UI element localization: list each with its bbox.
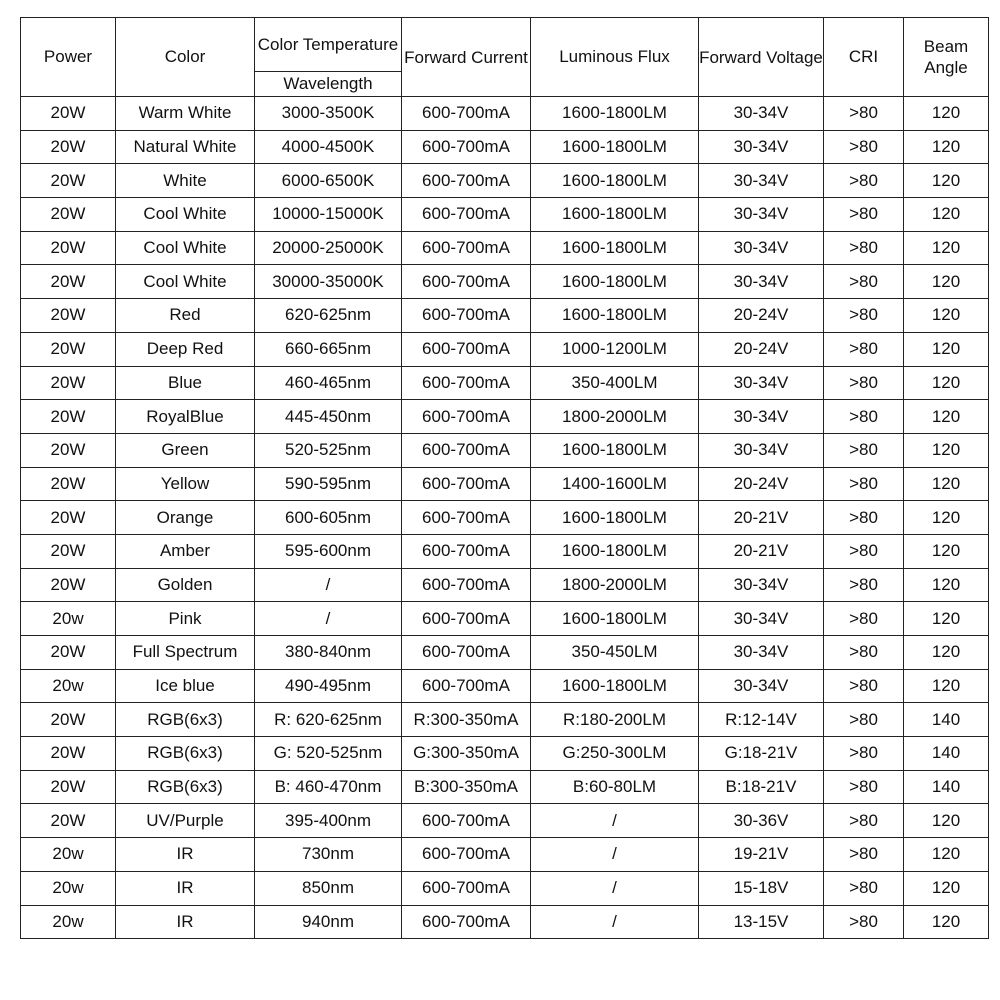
cell-cri: >80 [824,568,904,602]
cell-power: 20W [21,299,116,333]
cell-forward-current: 600-700mA [402,265,531,299]
cell-luminous-flux: 1400-1600LM [531,467,699,501]
cell-beam-angle: 120 [904,332,989,366]
cell-color-temperature: 850nm [255,871,402,905]
cell-forward-current: 600-700mA [402,299,531,333]
cell-cri: >80 [824,366,904,400]
cell-color: Cool White [116,265,255,299]
cell-power: 20W [21,703,116,737]
table-row [21,400,989,434]
cell-forward-voltage: 30-34V [699,669,824,703]
cell-forward-voltage: 19-21V [699,838,824,872]
table-row [21,198,989,232]
cell-luminous-flux: 1600-1800LM [531,198,699,232]
cell-power: 20W [21,770,116,804]
cell-color-temperature: 395-400nm [255,804,402,838]
cell-cri: >80 [824,905,904,939]
cell-power: 20W [21,534,116,568]
cell-luminous-flux: B:60-80LM [531,770,699,804]
cell-color: Orange [116,501,255,535]
cell-cri: >80 [824,669,904,703]
cell-beam-angle: 120 [904,602,989,636]
cell-luminous-flux: 1600-1800LM [531,501,699,535]
cell-color: Warm White [116,97,255,131]
cell-color-temperature: 6000-6500K [255,164,402,198]
header-color: Color [116,18,255,97]
cell-color-temperature: 380-840nm [255,636,402,670]
cell-luminous-flux: 1600-1800LM [531,299,699,333]
cell-forward-voltage: 30-34V [699,198,824,232]
cell-luminous-flux: / [531,804,699,838]
cell-color-temperature: 3000-3500K [255,97,402,131]
cell-forward-current: 600-700mA [402,804,531,838]
cell-power: 20W [21,97,116,131]
cell-luminous-flux: 1600-1800LM [531,231,699,265]
cell-color-temperature: 20000-25000K [255,231,402,265]
cell-forward-current: 600-700mA [402,636,531,670]
cell-beam-angle: 120 [904,366,989,400]
cell-color: Green [116,433,255,467]
cell-forward-current: 600-700mA [402,164,531,198]
cell-power: 20W [21,130,116,164]
table-row [21,602,989,636]
cell-forward-voltage: 30-34V [699,602,824,636]
table-row [21,366,989,400]
table-row [21,265,989,299]
cell-power: 20w [21,838,116,872]
cell-cri: >80 [824,703,904,737]
cell-color-temperature: 620-625nm [255,299,402,333]
cell-color-temperature: B: 460-470nm [255,770,402,804]
cell-power: 20w [21,871,116,905]
table-row [21,770,989,804]
cell-beam-angle: 120 [904,198,989,232]
cell-forward-current: 600-700mA [402,433,531,467]
cell-cri: >80 [824,770,904,804]
cell-color: Red [116,299,255,333]
cell-power: 20W [21,265,116,299]
cell-luminous-flux: G:250-300LM [531,737,699,771]
cell-color-temperature: 595-600nm [255,534,402,568]
cell-color-temperature: 10000-15000K [255,198,402,232]
table-row [21,433,989,467]
cell-luminous-flux: 1600-1800LM [531,602,699,636]
table-row [21,804,989,838]
cell-cri: >80 [824,97,904,131]
cell-power: 20w [21,602,116,636]
cell-forward-voltage: 13-15V [699,905,824,939]
cell-color-temperature: 30000-35000K [255,265,402,299]
cell-forward-voltage: R:12-14V [699,703,824,737]
cell-color-temperature: 520-525nm [255,433,402,467]
table-body [21,97,989,939]
cell-cri: >80 [824,164,904,198]
cell-beam-angle: 140 [904,737,989,771]
cell-color: White [116,164,255,198]
cell-luminous-flux: / [531,871,699,905]
cell-color-temperature: 600-605nm [255,501,402,535]
cell-luminous-flux: 1800-2000LM [531,400,699,434]
cell-forward-current: 600-700mA [402,467,531,501]
cell-color: Golden [116,568,255,602]
table-row [21,703,989,737]
cell-beam-angle: 120 [904,838,989,872]
cell-cri: >80 [824,534,904,568]
cell-color-temperature: 660-665nm [255,332,402,366]
cell-power: 20w [21,905,116,939]
cell-forward-voltage: 30-34V [699,164,824,198]
cell-power: 20W [21,366,116,400]
cell-cri: >80 [824,636,904,670]
table-row [21,669,989,703]
cell-power: 20W [21,231,116,265]
cell-beam-angle: 120 [904,568,989,602]
cell-beam-angle: 120 [904,130,989,164]
cell-color-temperature: G: 520-525nm [255,737,402,771]
cell-power: 20W [21,636,116,670]
cell-forward-voltage: B:18-21V [699,770,824,804]
header-wavelength: Wavelength [255,72,402,97]
header-color-temperature: Color Temperature [255,18,402,72]
cell-forward-voltage: 30-36V [699,804,824,838]
cell-cri: >80 [824,737,904,771]
cell-color-temperature: 730nm [255,838,402,872]
cell-power: 20W [21,568,116,602]
cell-color: Deep Red [116,332,255,366]
cell-luminous-flux: 1800-2000LM [531,568,699,602]
cell-color: Cool White [116,231,255,265]
cell-luminous-flux: 1600-1800LM [531,130,699,164]
cell-power: 20w [21,669,116,703]
cell-color: Pink [116,602,255,636]
cell-forward-current: 600-700mA [402,602,531,636]
table-row [21,905,989,939]
cell-beam-angle: 120 [904,265,989,299]
cell-forward-voltage: 30-34V [699,400,824,434]
cell-beam-angle: 140 [904,703,989,737]
cell-forward-current: 600-700mA [402,366,531,400]
cell-cri: >80 [824,130,904,164]
table-row [21,231,989,265]
cell-beam-angle: 140 [904,770,989,804]
cell-cri: >80 [824,265,904,299]
header-forward-current: Forward Current [402,18,531,97]
cell-color-temperature: / [255,602,402,636]
cell-luminous-flux: 1600-1800LM [531,164,699,198]
cell-cri: >80 [824,804,904,838]
cell-power: 20W [21,737,116,771]
cell-color: Yellow [116,467,255,501]
cell-forward-current: 600-700mA [402,231,531,265]
cell-power: 20W [21,501,116,535]
cell-forward-current: 600-700mA [402,130,531,164]
table-row [21,501,989,535]
cell-beam-angle: 120 [904,905,989,939]
cell-power: 20W [21,433,116,467]
cell-beam-angle: 120 [904,871,989,905]
cell-cri: >80 [824,501,904,535]
table-row [21,130,989,164]
cell-color: IR [116,905,255,939]
cell-power: 20W [21,164,116,198]
cell-forward-current: 600-700mA [402,332,531,366]
cell-cri: >80 [824,299,904,333]
cell-forward-current: 600-700mA [402,97,531,131]
cell-color-temperature: 490-495nm [255,669,402,703]
cell-forward-current: B:300-350mA [402,770,531,804]
header-luminous-flux: Luminous Flux [531,18,699,97]
cell-color: RGB(6x3) [116,737,255,771]
header-beam-angle: Beam Angle [904,18,989,97]
cell-cri: >80 [824,198,904,232]
cell-beam-angle: 120 [904,299,989,333]
table-row [21,467,989,501]
cell-power: 20W [21,198,116,232]
cell-forward-current: G:300-350mA [402,737,531,771]
cell-beam-angle: 120 [904,636,989,670]
cell-luminous-flux: / [531,838,699,872]
cell-color: IR [116,838,255,872]
cell-forward-voltage: 30-34V [699,231,824,265]
cell-luminous-flux: 1600-1800LM [531,433,699,467]
cell-beam-angle: 120 [904,433,989,467]
cell-beam-angle: 120 [904,231,989,265]
cell-forward-current: 600-700mA [402,905,531,939]
cell-color: RGB(6x3) [116,770,255,804]
header-cri: CRI [824,18,904,97]
cell-color: RoyalBlue [116,400,255,434]
cell-beam-angle: 120 [904,669,989,703]
cell-forward-current: 600-700mA [402,501,531,535]
cell-luminous-flux: 1600-1800LM [531,534,699,568]
led-spec-table [20,17,989,939]
cell-color: Amber [116,534,255,568]
table-row [21,164,989,198]
cell-luminous-flux: 1600-1800LM [531,669,699,703]
cell-luminous-flux: 1600-1800LM [531,97,699,131]
cell-cri: >80 [824,231,904,265]
cell-forward-current: 600-700mA [402,568,531,602]
cell-color: UV/Purple [116,804,255,838]
cell-color-temperature: 460-465nm [255,366,402,400]
cell-forward-current: 600-700mA [402,838,531,872]
cell-beam-angle: 120 [904,804,989,838]
cell-cri: >80 [824,332,904,366]
cell-color-temperature: 4000-4500K [255,130,402,164]
cell-cri: >80 [824,602,904,636]
table-row [21,97,989,131]
cell-luminous-flux: R:180-200LM [531,703,699,737]
table-row [21,299,989,333]
cell-forward-current: R:300-350mA [402,703,531,737]
table-row [21,838,989,872]
cell-color: Cool White [116,198,255,232]
cell-forward-voltage: 20-24V [699,299,824,333]
cell-beam-angle: 120 [904,400,989,434]
table-row [21,332,989,366]
cell-cri: >80 [824,400,904,434]
cell-luminous-flux: / [531,905,699,939]
cell-luminous-flux: 350-450LM [531,636,699,670]
cell-cri: >80 [824,433,904,467]
cell-forward-voltage: 30-34V [699,265,824,299]
cell-color-temperature: 445-450nm [255,400,402,434]
cell-cri: >80 [824,467,904,501]
cell-cri: >80 [824,838,904,872]
cell-cri: >80 [824,871,904,905]
cell-color: Blue [116,366,255,400]
cell-color: RGB(6x3) [116,703,255,737]
cell-luminous-flux: 1600-1800LM [531,265,699,299]
table-row [21,871,989,905]
cell-power: 20W [21,467,116,501]
cell-forward-current: 600-700mA [402,669,531,703]
cell-forward-voltage: 20-21V [699,534,824,568]
cell-forward-current: 600-700mA [402,400,531,434]
cell-forward-voltage: 30-34V [699,568,824,602]
cell-forward-voltage: 15-18V [699,871,824,905]
cell-forward-voltage: G:18-21V [699,737,824,771]
cell-beam-angle: 120 [904,164,989,198]
header-power: Power [21,18,116,97]
cell-power: 20W [21,332,116,366]
cell-forward-current: 600-700mA [402,871,531,905]
cell-power: 20W [21,804,116,838]
table-row [21,534,989,568]
cell-forward-voltage: 30-34V [699,97,824,131]
cell-forward-voltage: 20-24V [699,332,824,366]
cell-color-temperature: 940nm [255,905,402,939]
cell-forward-current: 600-700mA [402,198,531,232]
cell-color-temperature: / [255,568,402,602]
cell-forward-current: 600-700mA [402,534,531,568]
cell-beam-angle: 120 [904,97,989,131]
table-row [21,568,989,602]
cell-color-temperature: 590-595nm [255,467,402,501]
cell-luminous-flux: 1000-1200LM [531,332,699,366]
table-row [21,737,989,771]
cell-forward-voltage: 20-24V [699,467,824,501]
cell-luminous-flux: 350-400LM [531,366,699,400]
table-row [21,636,989,670]
cell-color: Ice blue [116,669,255,703]
cell-beam-angle: 120 [904,501,989,535]
cell-forward-voltage: 30-34V [699,636,824,670]
cell-color: Natural White [116,130,255,164]
cell-beam-angle: 120 [904,467,989,501]
header-forward-voltage: Forward Voltage [699,18,824,97]
cell-forward-voltage: 30-34V [699,433,824,467]
cell-beam-angle: 120 [904,534,989,568]
cell-color: IR [116,871,255,905]
cell-forward-voltage: 30-34V [699,130,824,164]
cell-forward-voltage: 30-34V [699,366,824,400]
cell-color: Full Spectrum [116,636,255,670]
cell-forward-voltage: 20-21V [699,501,824,535]
cell-power: 20W [21,400,116,434]
cell-color-temperature: R: 620-625nm [255,703,402,737]
